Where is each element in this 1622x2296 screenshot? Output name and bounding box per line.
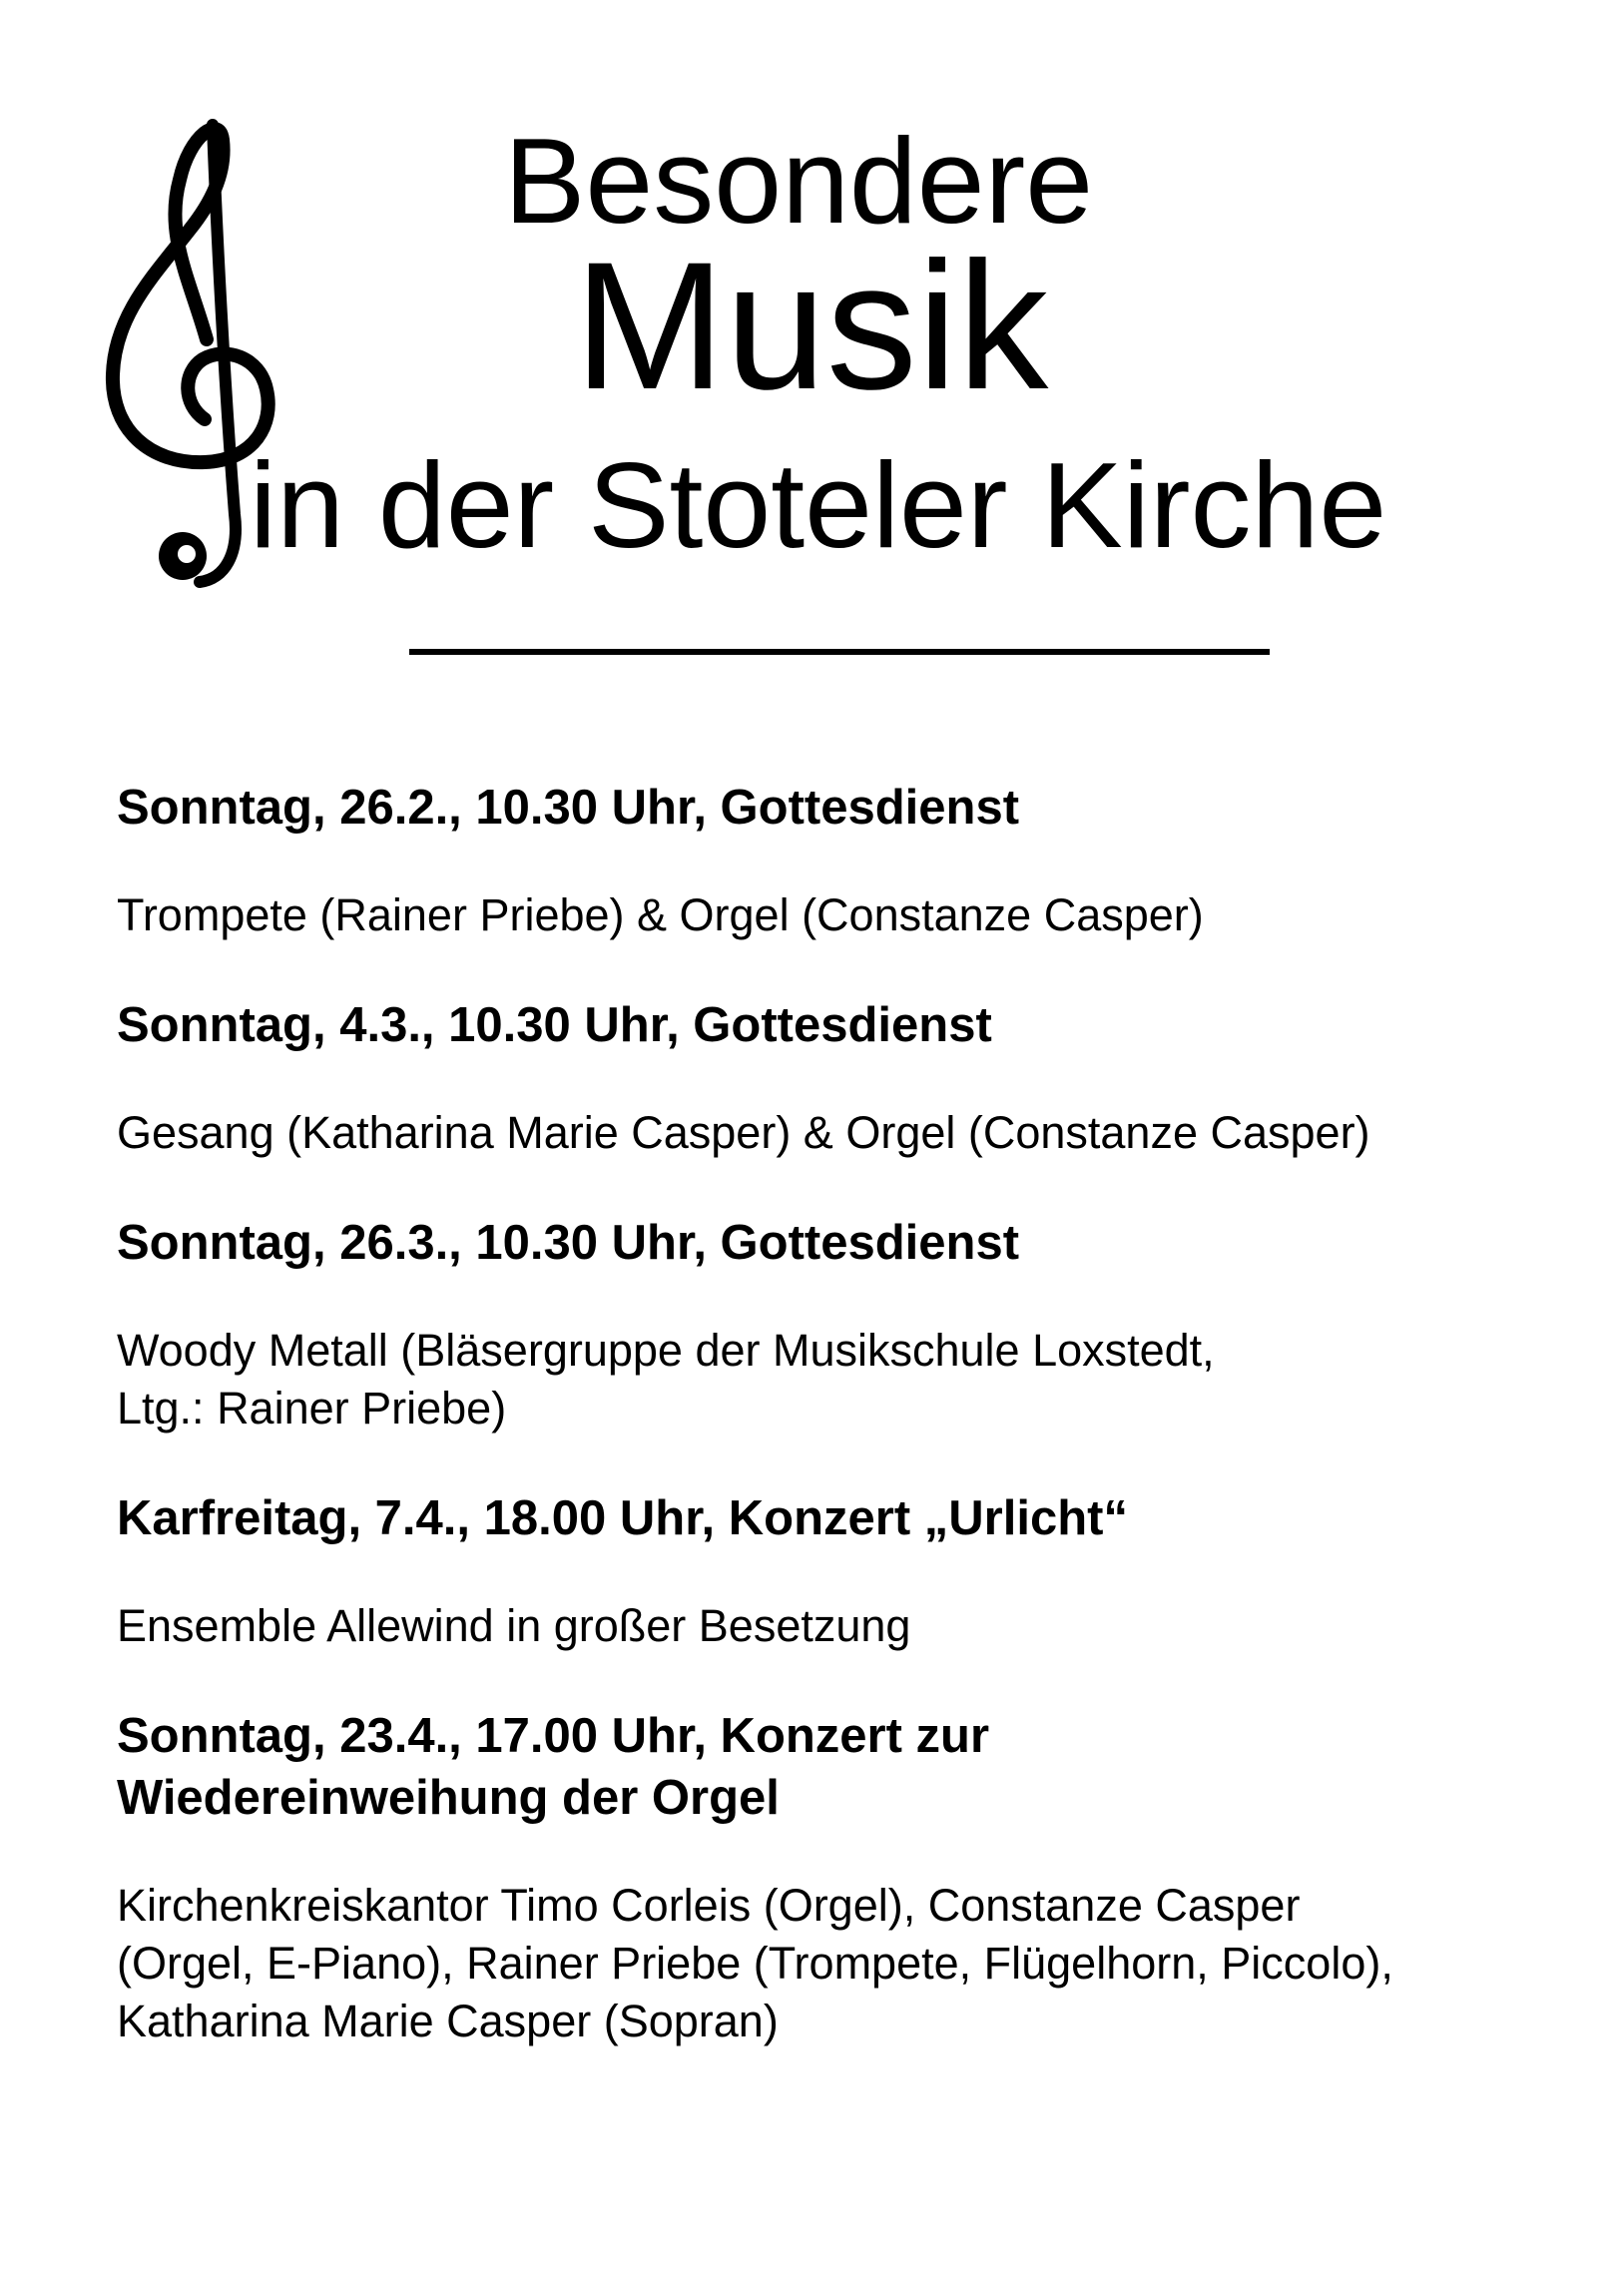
- event-description: [117, 1104, 1554, 1162]
- event-description-line: Trompete (Rainer Priebe) & Orgel (Constanze Casper): [117, 889, 1204, 940]
- event-heading: Karfreitag, 7.4., 18.00 Uhr, Konzert „Urlicht“: [117, 1491, 1128, 1545]
- event-description-line: Gesang (Katharina Marie Casper) & Orgel (Constanze Casper): [117, 1107, 1370, 1158]
- event-description-line: Ensemble Allewind in großer Besetzung: [117, 1600, 911, 1651]
- event-description: [117, 886, 1554, 944]
- event-heading-line: Sonntag, 23.4., 17.00 Uhr, Konzert zur: [117, 1709, 990, 1763]
- title-line-3: in der Stoteler Kirche: [250, 437, 1387, 573]
- event-description-line: Kirchenkreiskantor Timo Corleis (Orgel), Constanze Casper: [117, 1880, 1301, 1931]
- event-description: [117, 1597, 1554, 1655]
- event-item: [117, 994, 1554, 1162]
- event-item: [117, 1212, 1554, 1437]
- title-line-2: Musik: [574, 224, 1049, 427]
- event-description-line: Katharina Marie Casper (Sopran): [117, 1996, 779, 2046]
- event-item: [117, 777, 1554, 944]
- event-item: [117, 1487, 1554, 1655]
- event-description: [117, 1322, 1554, 1437]
- event-list: [117, 777, 1554, 2050]
- event-heading: Sonntag, 4.3., 10.30 Uhr, Gottesdienst: [117, 998, 992, 1052]
- event-description-line: Ltg.: Rainer Priebe): [117, 1383, 507, 1434]
- event-description-line: (Orgel, E-Piano), Rainer Priebe (Trompete, Flügelhorn, Piccolo),: [117, 1938, 1393, 1989]
- title-line-1: Besondere: [504, 113, 1094, 249]
- event-heading-line: Wiedereinweihung der Orgel: [117, 1771, 780, 1825]
- event-description-line: Woody Metall (Bläsergruppe der Musikschule Loxstedt,: [117, 1325, 1215, 1376]
- divider: [409, 649, 1270, 655]
- event-description: [117, 1877, 1554, 2050]
- event-item: [117, 1705, 1554, 2050]
- event-heading: [117, 1705, 1554, 1829]
- event-heading: Sonntag, 26.2., 10.30 Uhr, Gottesdienst: [117, 781, 1020, 835]
- event-heading: Sonntag, 26.3., 10.30 Uhr, Gottesdienst: [117, 1216, 1020, 1270]
